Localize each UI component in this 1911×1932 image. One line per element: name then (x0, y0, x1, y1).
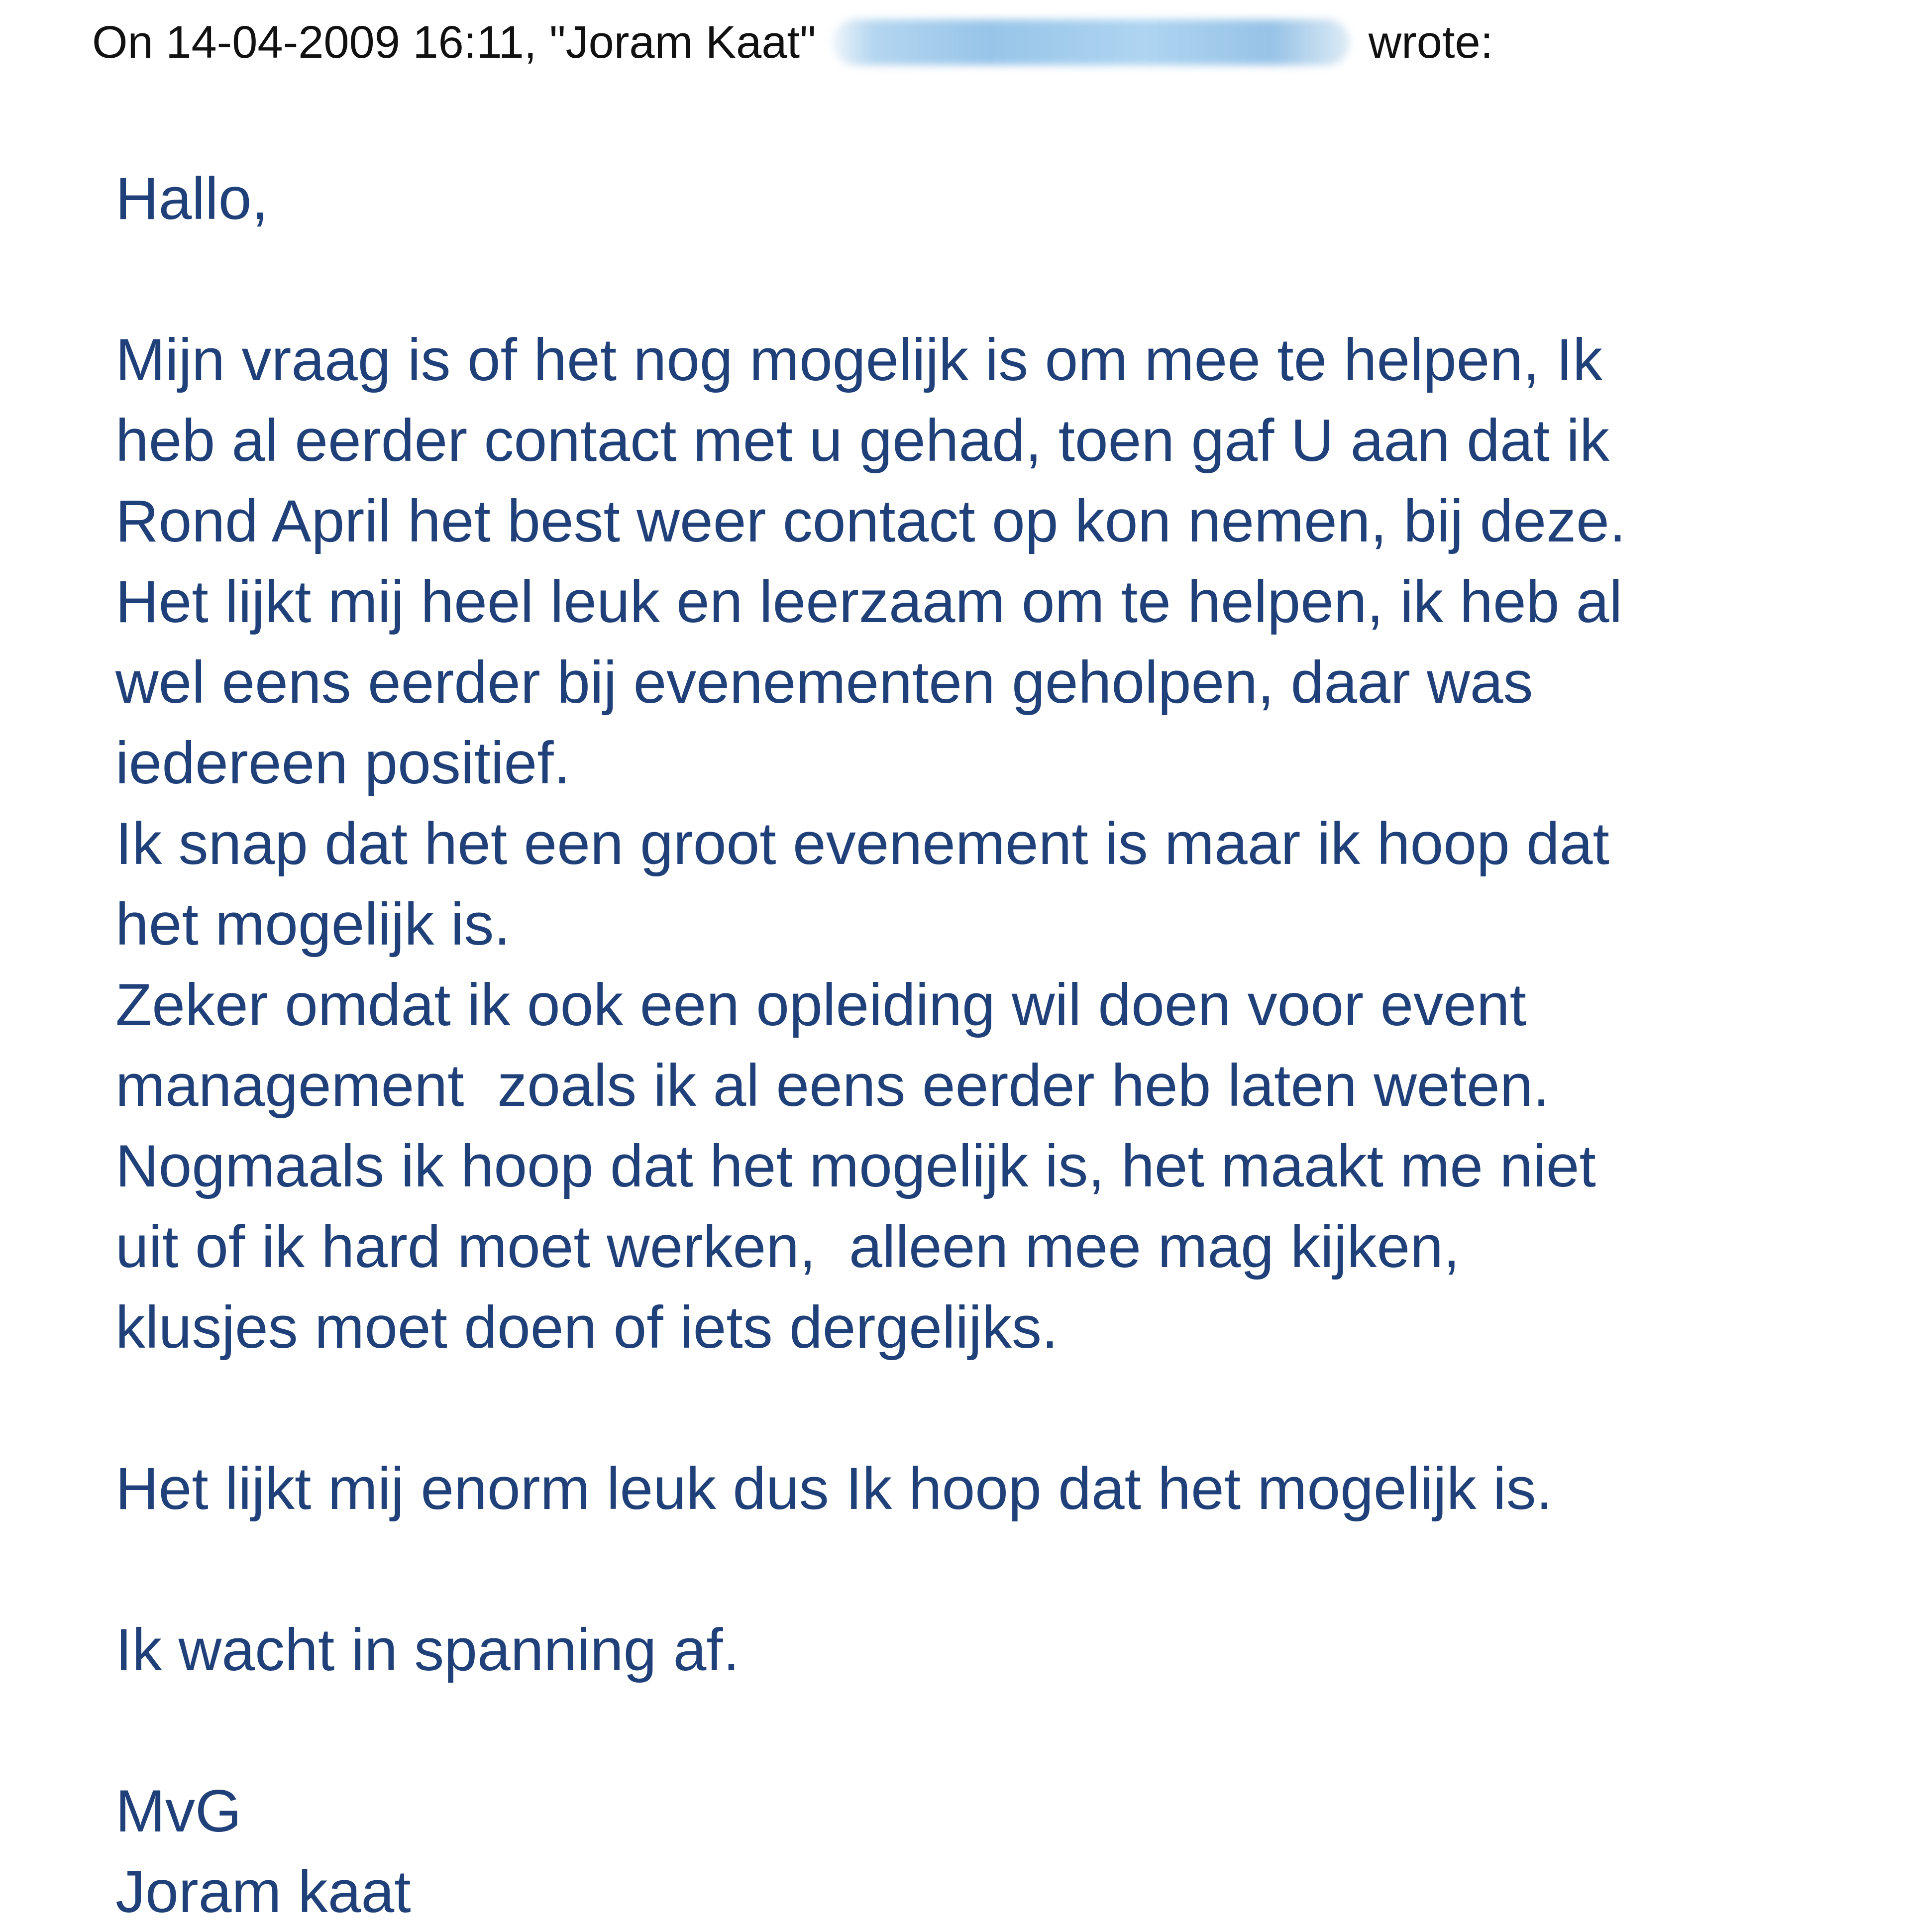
redacted-email-address (832, 19, 1350, 65)
greeting: Hallo, (115, 165, 268, 232)
blank-line (115, 239, 1907, 320)
quote-header (92, 10, 1493, 75)
paragraph-waiting: Ik wacht in spanning af. (115, 1616, 740, 1683)
blank-line (115, 1529, 1907, 1610)
paragraph-line: het mogelijk is. (115, 891, 511, 958)
signature: Joram kaat (115, 1858, 411, 1925)
paragraph-line: iedereen positief. (115, 730, 570, 796)
quote-header-prefix: On 14-04-2009 16:11, "Joram Kaat" (92, 17, 816, 68)
email-body (115, 158, 1907, 1932)
paragraph-line: Het lijkt mij heel leuk en leerzaam om te helpen, ik heb al (115, 568, 1623, 635)
paragraph-line: heb al eerder contact met u gehad, toen gaf U aan dat ik (115, 407, 1609, 474)
paragraph-hope: Het lijkt mij enorm leuk dus Ik hoop dat het mogelijk is. (115, 1455, 1553, 1522)
paragraph-line: klusjes moet doen of iets dergelijks. (115, 1294, 1059, 1361)
blank-line (115, 1368, 1907, 1448)
quote-header-suffix: wrote: (1368, 17, 1493, 68)
paragraph-line: Mijn vraag is of het nog mogelijk is om mee te helpen, Ik (115, 326, 1603, 393)
closing: MvG (115, 1778, 242, 1844)
paragraph-line: Ik snap dat het een groot evenement is maar ik hoop dat (115, 810, 1609, 877)
paragraph-line: management zoals ik al eens eerder heb laten weten. (115, 1052, 1550, 1119)
paragraph-line: Zeker omdat ik ook een opleiding wil doen voor event (115, 971, 1526, 1038)
blank-line (115, 1690, 1907, 1771)
paragraph-main (115, 320, 1907, 1368)
paragraph-line: Nogmaals ik hoop dat het mogelijk is, het maakt me niet (115, 1133, 1596, 1199)
paragraph-line: wel eens eerder bij evenementen geholpen, daar was (115, 649, 1533, 716)
paragraph-line: Rond April het best weer contact op kon nemen, bij deze. (115, 488, 1626, 554)
paragraph-line: uit of ik hard moet werken, alleen mee mag kijken, (115, 1213, 1460, 1280)
